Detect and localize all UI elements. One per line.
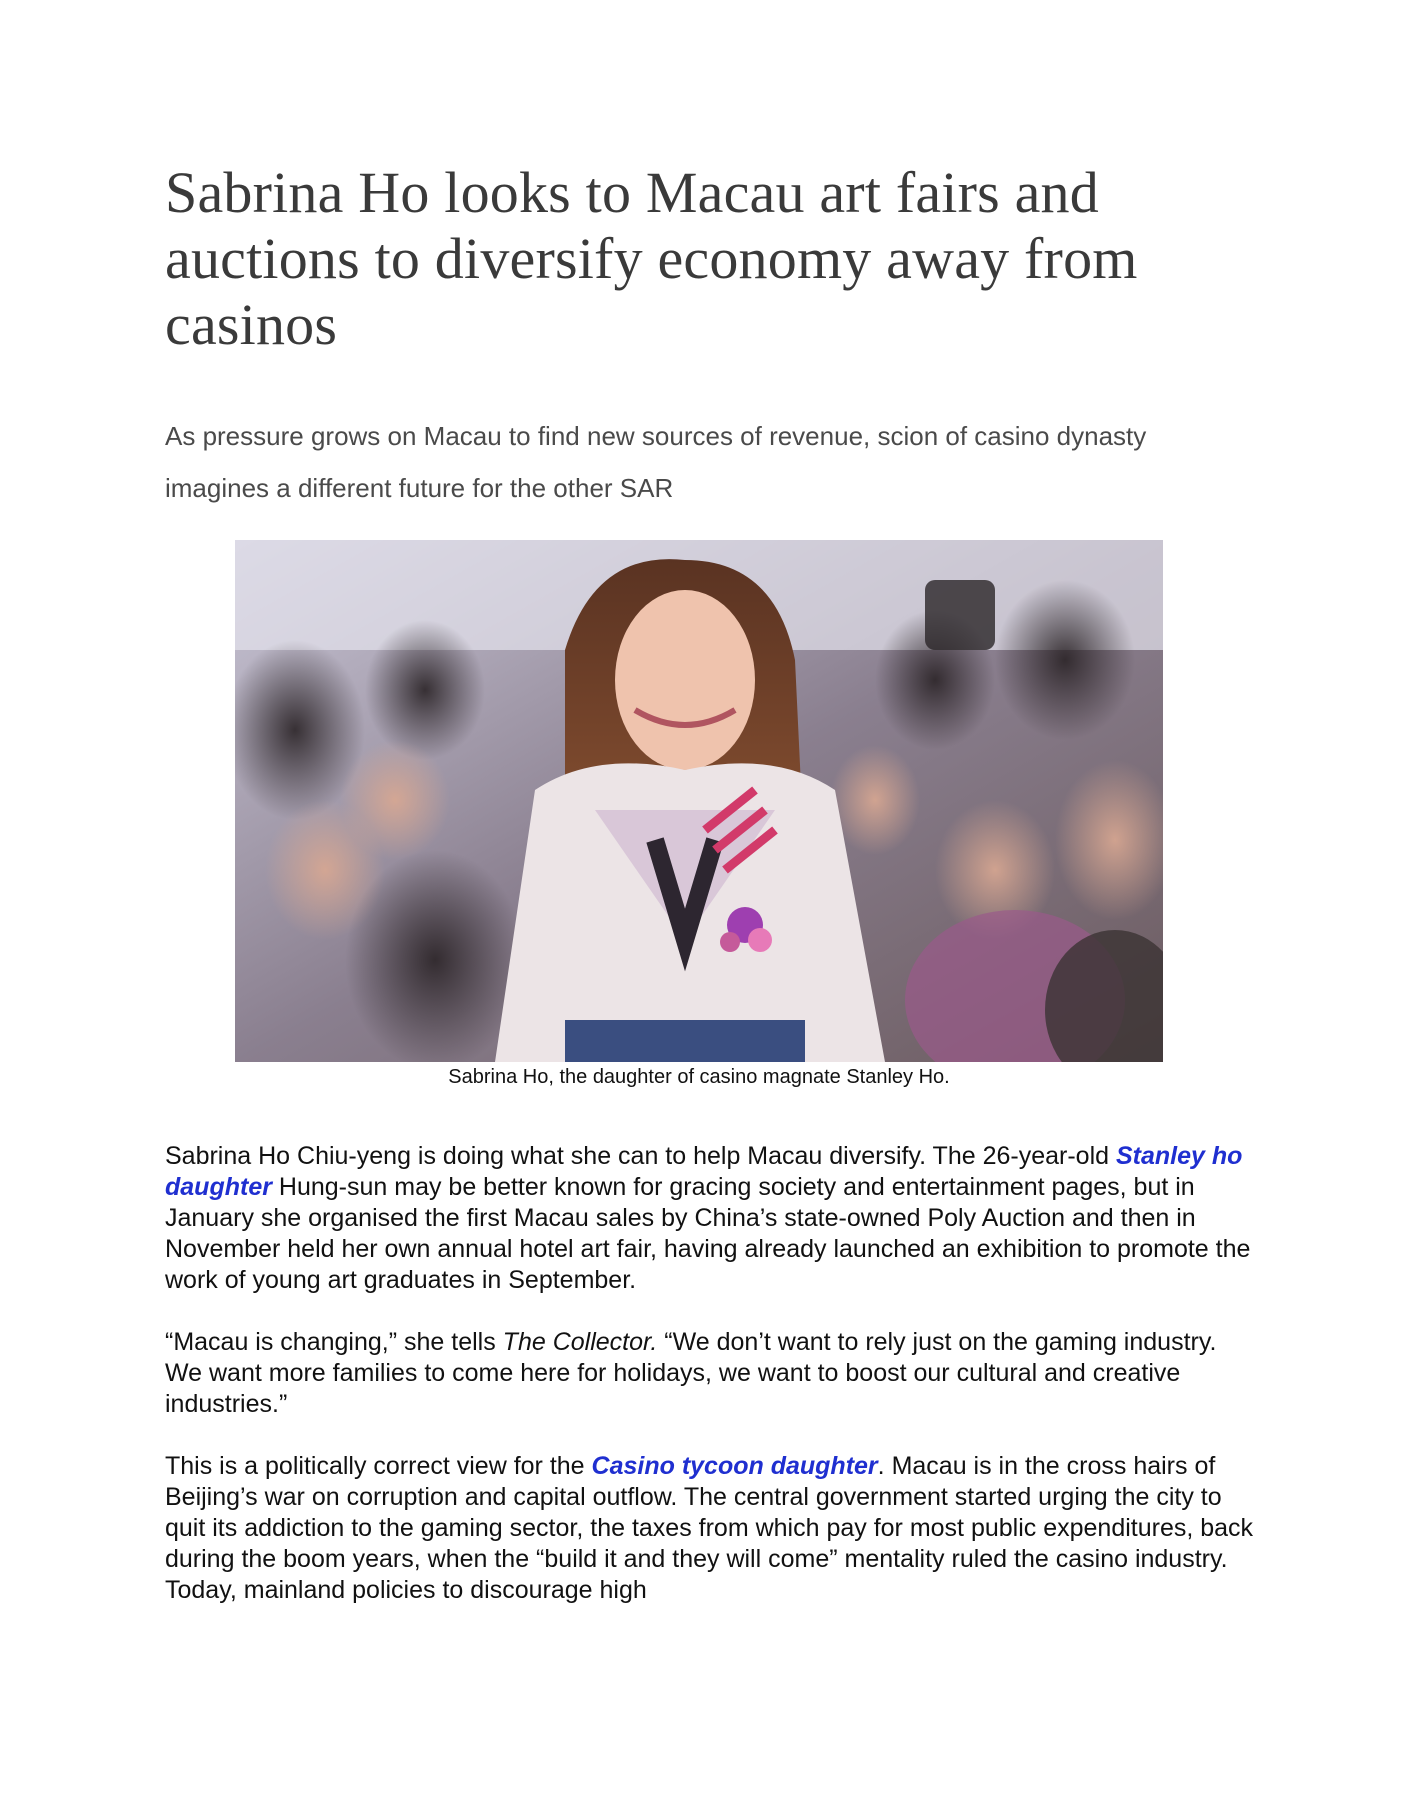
standfirst-line: As pressure grows on Macau to find new sources of revenue, scion of casino dynasty (165, 421, 1147, 451)
photo-caption: Sabrina Ho, the daughter of casino magnate Stanley Ho. (448, 1066, 950, 1088)
paragraph-text: Hung-sun may be better known for gracing society and entertainment pages, but in January she organised the first Macau sales by China’s state-owned Poly Auction and then in November held her own annual hotel art fair, having already launched an exhibition to promote the work of young art graduates in September. (165, 1173, 1251, 1294)
article-photo (235, 540, 1163, 1062)
paragraph-text: “We don’t want to rely just on the gaming industry. We want more families to come here for holidays, we want to boost our cultural and creative industries.” (165, 1328, 1217, 1418)
body-paragraph (165, 1141, 1255, 1296)
paragraph-text: Sabrina Ho Chiu-yeng is doing what she can to help Macau diversify. The 26-year-old (165, 1142, 1116, 1170)
paragraph-text: This is a politically correct view for the (165, 1452, 592, 1480)
paragraph-text: . Macau is in the cross hairs of Beijing’s war on corruption and capital outflow. The central government started urging the city to quit its addiction to the gaming sector, the taxes from which pay for most public expenditures, back during the boom years, when the “build it and they will come” mentality ruled the casino industry. Today, mainland policies to discourage high (165, 1452, 1254, 1604)
casino-tycoon-daughter-link[interactable]: Casino tycoon daughter (591, 1452, 878, 1480)
standfirst-line: imagines a different future for the other SAR (165, 473, 674, 503)
body-paragraph (165, 1327, 1255, 1420)
article-headline: Sabrina Ho looks to Macau art fairs and auctions to diversify economy away from casinos (165, 160, 1138, 357)
article-standfirst (165, 410, 1225, 514)
article-body (165, 1141, 1255, 1606)
paragraph-text: “Macau is changing,” she tells (165, 1328, 503, 1356)
article-figure (235, 540, 1163, 1089)
stanley-ho-daughter-link[interactable]: Stanley ho daughter (165, 1142, 1243, 1201)
body-paragraph (165, 1451, 1255, 1606)
article (165, 160, 1255, 1637)
publication-name: The Collector. (502, 1328, 658, 1356)
